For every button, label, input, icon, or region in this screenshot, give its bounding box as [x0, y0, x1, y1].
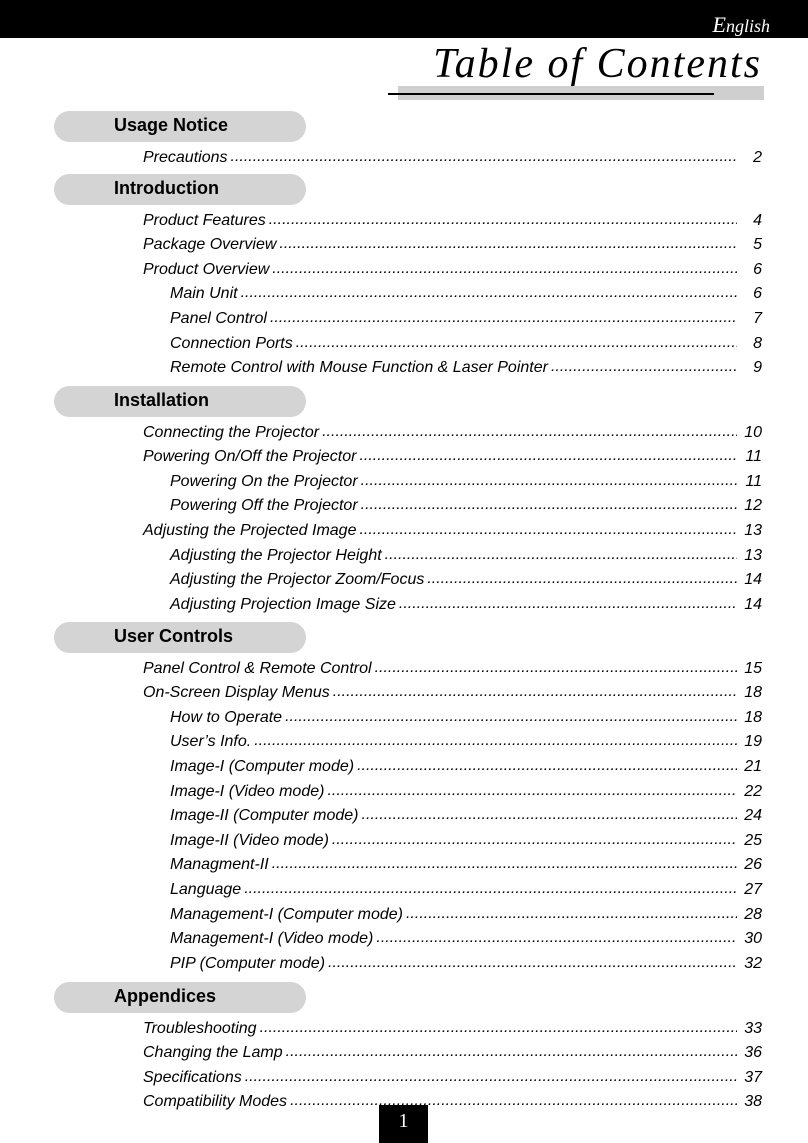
- dot-leader: [375, 659, 737, 677]
- toc-entry[interactable]: [0, 874, 808, 899]
- toc-entry-label: Language: [170, 880, 242, 898]
- toc-entry-label: Powering On the Projector: [170, 472, 358, 490]
- section-heading: Usage Notice: [114, 115, 229, 135]
- toc-entry-page: 7: [753, 309, 762, 327]
- toc-entry-label: Image-II (Computer mode): [170, 807, 359, 825]
- toc-entry[interactable]: [0, 491, 808, 516]
- toc-entry[interactable]: [0, 924, 808, 949]
- section-entries: [0, 417, 808, 614]
- toc-entry-page: 11: [745, 448, 762, 466]
- language-label: [713, 12, 770, 38]
- dot-leader: [290, 1092, 737, 1110]
- dot-leader: [327, 782, 737, 800]
- toc-entry[interactable]: [0, 142, 808, 167]
- toc-entry[interactable]: [0, 678, 808, 703]
- toc-entry-page: 6: [753, 260, 762, 278]
- toc-entry[interactable]: [0, 1038, 808, 1063]
- toc-entry-label: Adjusting the Projector Height: [170, 546, 382, 564]
- dot-leader: [362, 806, 737, 824]
- dot-leader: [385, 546, 737, 564]
- toc-entry[interactable]: [0, 442, 808, 467]
- toc-entry[interactable]: [0, 565, 808, 590]
- toc-entry-page: 13: [744, 521, 762, 539]
- toc-entry[interactable]: [0, 328, 808, 353]
- dot-leader: [231, 148, 738, 166]
- toc-entry[interactable]: [0, 466, 808, 491]
- toc-entry-label: Adjusting the Projector Zoom/Focus: [170, 571, 425, 589]
- page-number: 1: [379, 1105, 428, 1143]
- section-entries: [0, 653, 808, 973]
- toc-entry-label: Remote Control with Mouse Function & Laser Pointer: [170, 359, 548, 377]
- dot-leader: [333, 683, 737, 701]
- section-entries: [0, 205, 808, 377]
- toc-entry-label: Adjusting the Projected Image: [143, 521, 357, 539]
- section-heading: Appendices: [114, 986, 217, 1006]
- toc-entry[interactable]: [0, 825, 808, 850]
- dot-leader: [279, 235, 737, 253]
- toc-entry-label: Panel Control: [170, 309, 267, 327]
- toc-entry-page: 21: [744, 757, 762, 775]
- toc-entry[interactable]: [0, 801, 808, 826]
- toc-entry-page: 18: [744, 708, 762, 726]
- section-heading: Introduction: [114, 178, 219, 198]
- toc-entry-page: 30: [744, 930, 762, 948]
- toc-entry-page: 33: [744, 1019, 762, 1037]
- toc-entry[interactable]: [0, 353, 808, 378]
- toc-entry[interactable]: [0, 279, 808, 304]
- dot-leader: [254, 732, 737, 750]
- toc-entry-label: Troubleshooting: [143, 1019, 257, 1037]
- toc-entry-label: Management-I (Computer mode): [170, 905, 403, 923]
- dot-leader: [245, 1068, 737, 1086]
- toc-entry-page: 38: [744, 1093, 762, 1111]
- toc-entry[interactable]: [0, 751, 808, 776]
- toc-entry-page: 37: [744, 1068, 762, 1086]
- section-heading: Installation: [114, 390, 210, 410]
- toc-entry-label: Package Overview: [143, 236, 277, 254]
- toc-entry-page: 11: [745, 472, 762, 490]
- toc-entry-page: 36: [744, 1044, 762, 1062]
- toc-entry[interactable]: [0, 702, 808, 727]
- toc-entry-label: Image-II (Video mode): [170, 831, 329, 849]
- page-title: Table of Contents: [433, 41, 762, 87]
- language-initial: E: [712, 12, 726, 37]
- dot-leader: [551, 358, 737, 376]
- dot-leader: [296, 334, 737, 352]
- toc-entry-label: Product Features: [143, 211, 266, 229]
- toc-entry[interactable]: [0, 850, 808, 875]
- dot-leader: [406, 905, 737, 923]
- dot-leader: [332, 831, 737, 849]
- toc-entry-label: How to Operate: [170, 708, 283, 726]
- dot-leader: [285, 708, 737, 726]
- dot-leader: [359, 447, 737, 465]
- toc-entry[interactable]: [0, 899, 808, 924]
- dot-leader: [241, 284, 737, 302]
- dot-leader: [357, 757, 737, 775]
- toc-entry-label: On-Screen Display Menus: [143, 684, 330, 702]
- toc-entry[interactable]: [0, 540, 808, 565]
- toc-entry[interactable]: [0, 948, 808, 973]
- dot-leader: [260, 1019, 737, 1037]
- toc-entry-label: Image-I (Video mode): [170, 782, 325, 800]
- toc-entry-page: 26: [744, 856, 762, 874]
- dot-leader: [361, 472, 737, 490]
- toc-entry-label: User’s Info.: [170, 733, 252, 751]
- toc-entry-page: 32: [744, 954, 762, 972]
- toc-entry-label: Management-I (Video mode): [170, 930, 374, 948]
- toc-entry[interactable]: [0, 205, 808, 230]
- dot-leader: [376, 929, 737, 947]
- toc-entry-label: Image-I (Computer mode): [170, 757, 355, 775]
- toc-entry-page: 10: [744, 423, 762, 441]
- dot-leader: [328, 954, 737, 972]
- toc-entry-label: Changing the Lamp: [143, 1044, 283, 1062]
- toc-entry-label: Connection Ports: [170, 334, 293, 352]
- toc-entry-page: 19: [744, 733, 762, 751]
- toc-entry[interactable]: [0, 230, 808, 255]
- toc-entry-label: Specifications: [143, 1068, 242, 1086]
- toc-entry-label: PIP (Computer mode): [170, 954, 326, 972]
- dot-leader: [272, 855, 737, 873]
- toc-entry-page: 9: [753, 359, 762, 377]
- section-entries: [0, 142, 808, 167]
- toc-entry-label: Adjusting Projection Image Size: [170, 595, 396, 613]
- top-bar: [0, 0, 808, 38]
- toc-entry-page: 18: [744, 684, 762, 702]
- toc-entry-page: 8: [753, 334, 762, 352]
- toc-entry-page: 2: [753, 148, 762, 166]
- dot-leader: [322, 423, 737, 441]
- toc-entry-page: 4: [753, 211, 762, 229]
- section-entries: [0, 1013, 808, 1111]
- toc-entry[interactable]: [0, 727, 808, 752]
- toc-entry[interactable]: [0, 254, 808, 279]
- dot-leader: [427, 570, 737, 588]
- toc-entry[interactable]: [0, 776, 808, 801]
- dot-leader: [270, 309, 737, 327]
- title-underline-rule: [388, 93, 714, 95]
- toc-entry-label: Connecting the Projector: [143, 423, 320, 441]
- language-rest: nglish: [725, 16, 770, 36]
- toc-entry-page: 28: [744, 905, 762, 923]
- toc-entry-label: Compatibility Modes: [143, 1093, 288, 1111]
- toc-entry-label: Managment-II: [170, 856, 269, 874]
- toc-entry-page: 24: [744, 807, 762, 825]
- toc-entry[interactable]: [0, 417, 808, 442]
- toc-entry[interactable]: [0, 1013, 808, 1038]
- toc-entry-label: Main Unit: [170, 285, 238, 303]
- toc-entry-label: Product Overview: [143, 260, 270, 278]
- toc-entry-page: 13: [744, 546, 762, 564]
- toc-entry[interactable]: [0, 653, 808, 678]
- dot-leader: [361, 496, 737, 514]
- toc-entry[interactable]: [0, 515, 808, 540]
- toc-entry-page: 15: [744, 659, 762, 677]
- toc-entry-page: 12: [744, 497, 762, 515]
- dot-leader: [272, 260, 737, 278]
- toc-entry-page: 25: [744, 831, 762, 849]
- dot-leader: [399, 595, 737, 613]
- toc-entry[interactable]: [0, 303, 808, 328]
- toc-entry-label: Powering Off the Projector: [170, 497, 358, 515]
- toc-entry-page: 14: [744, 595, 762, 613]
- toc-entry-label: Panel Control & Remote Control: [143, 659, 372, 677]
- toc-entry-label: Precautions: [143, 148, 228, 166]
- toc-entry-label: Powering On/Off the Projector: [143, 448, 357, 466]
- toc-entry-page: 14: [744, 571, 762, 589]
- toc-entry-page: 5: [753, 236, 762, 254]
- toc-entry[interactable]: [0, 589, 808, 614]
- toc-entry-page: 22: [744, 782, 762, 800]
- toc-entry-page: 27: [744, 880, 762, 898]
- toc-entry-page: 6: [753, 285, 762, 303]
- dot-leader: [359, 521, 737, 539]
- dot-leader: [269, 211, 737, 229]
- section-heading: User Controls: [114, 626, 234, 646]
- toc-entry[interactable]: [0, 1062, 808, 1087]
- dot-leader: [286, 1043, 737, 1061]
- dot-leader: [244, 880, 737, 898]
